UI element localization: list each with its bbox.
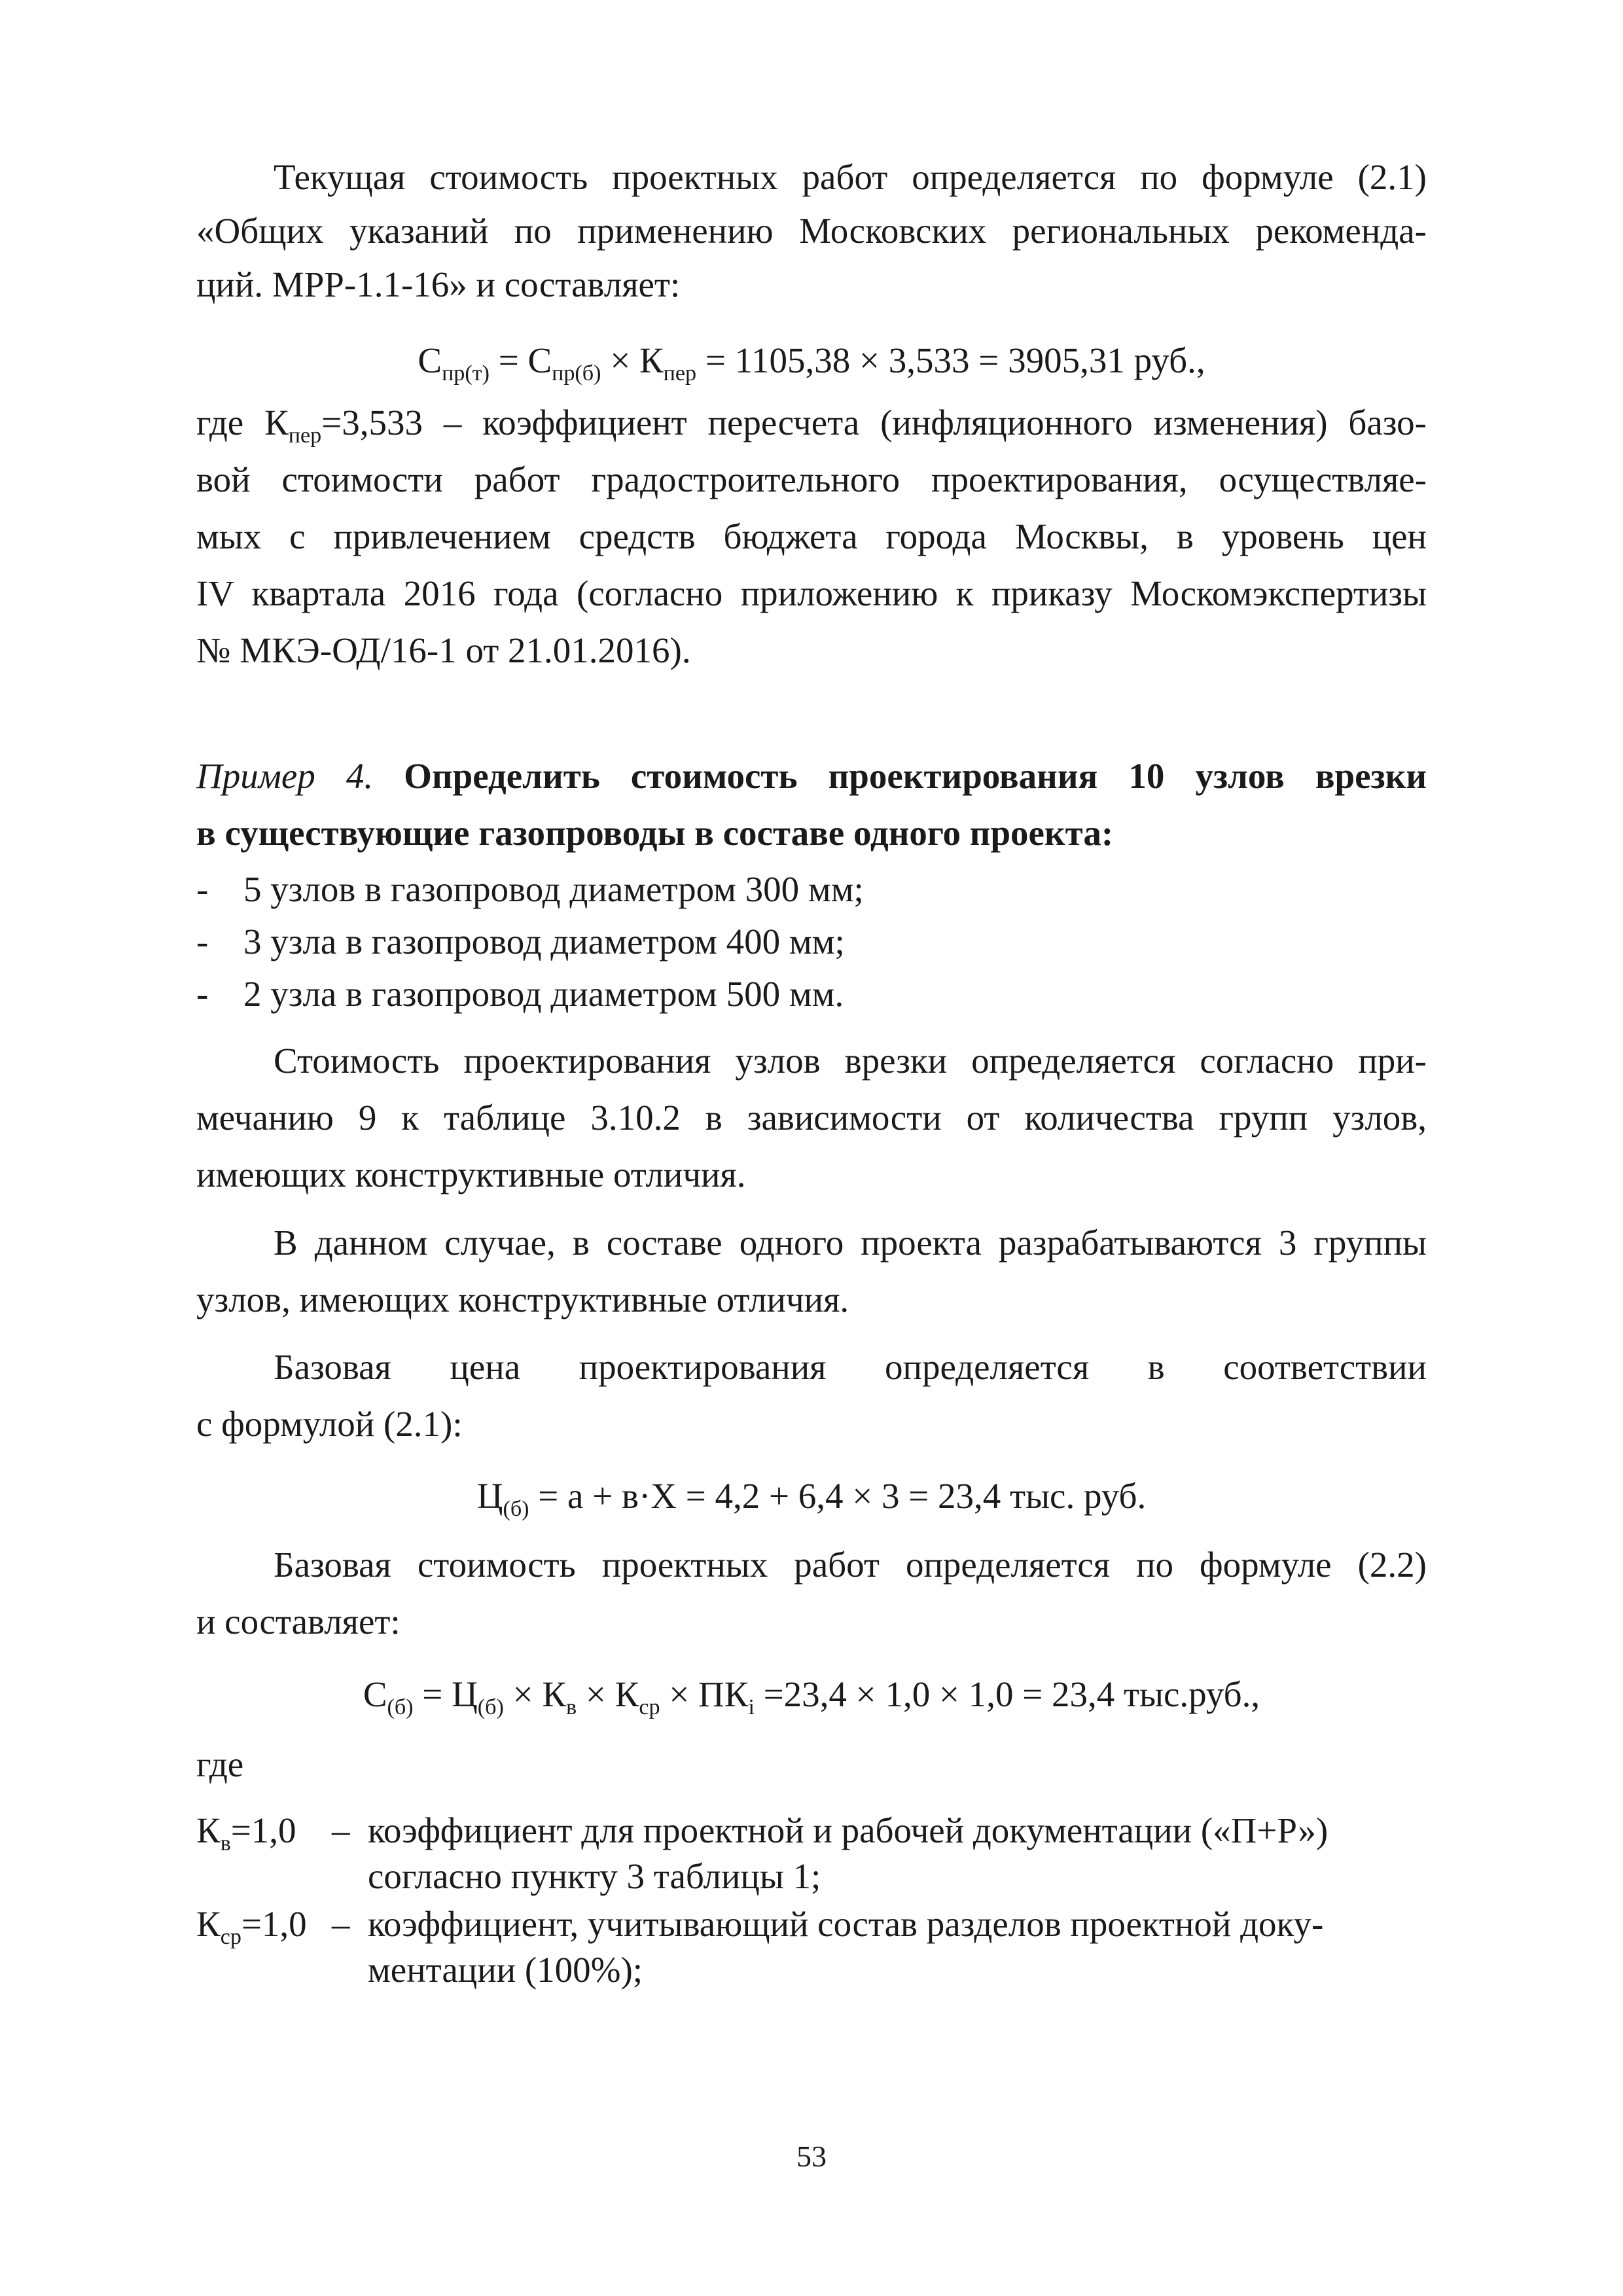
list-item	[196, 967, 1427, 1021]
paragraph-3-line-2: мечанию 9 к таблице 3.10.2 в зависимости от количества групп узлов,	[196, 1098, 1427, 1138]
definition-text	[368, 1808, 1427, 1899]
list-item-text: 3 узла в газопровод диаметром 400 мм;	[243, 922, 845, 961]
definition-value: =1,0	[230, 1810, 296, 1850]
paragraph-2-text: где К	[196, 403, 289, 442]
example-title: Определить стоимость проектирования 10 узлов врезки	[404, 756, 1427, 796]
list-dash: -	[196, 869, 209, 909]
definition-subscript: ср	[220, 1924, 241, 1949]
definition-text-line-2: ментации (100%);	[368, 1950, 643, 1990]
formula-3-result: =23,4 × 1,0 × 1,0 = 23,4 тыс.руб.,	[754, 1674, 1260, 1714]
formula-3-symbol: × К	[577, 1674, 639, 1714]
formula-1-subscript: пер	[663, 361, 697, 386]
list-item	[196, 863, 1427, 916]
paragraph-6-line-1: Базовая стоимость проектных работ определяется по формуле (2.2)	[274, 1545, 1427, 1585]
formula-3-symbol: С	[363, 1674, 387, 1714]
formula-base-price	[196, 1469, 1427, 1523]
example-label: Пример 4.	[196, 756, 374, 796]
formula-1-symbol: = С	[489, 340, 552, 380]
list-item	[196, 915, 1427, 969]
formula-1-symbol: × К	[601, 340, 664, 380]
formula-current-cost	[196, 334, 1427, 387]
example-heading-line-1	[196, 749, 1427, 803]
formula-3-symbol: × ПК	[660, 1674, 749, 1714]
paragraph-3-line-1: Стоимость проектирования узлов врезки определяется согласно при-	[274, 1041, 1427, 1081]
paragraph-5-line-2: с формулой (2.1):	[196, 1404, 463, 1444]
formula-3-symbol: = Ц	[413, 1674, 478, 1714]
paragraph-1-line-1: Текущая стоимость проектных работ определяется по формуле (2.1)	[274, 157, 1427, 197]
where-label: где	[196, 1744, 244, 1784]
definition-text-line-1: коэффициент, учитывающий состав разделов проектной доку-	[368, 1904, 1324, 1944]
definition-text	[368, 1901, 1427, 1993]
definition-term	[196, 1808, 296, 1854]
example-heading-line-2: в существующие газопроводы в составе одного проекта:	[196, 813, 1114, 853]
definition-separator: –	[332, 1904, 350, 1944]
list-dash: -	[196, 974, 209, 1014]
paragraph-2-line-4: IV квартала 2016 года (согласно приложению к приказу Москомэкспертизы	[196, 573, 1427, 613]
formula-2-symbol: Ц	[476, 1476, 503, 1516]
paragraph-3-line-3: имеющих конструктивные отличия.	[196, 1155, 746, 1194]
list-item-text: 5 узлов в газопровод диаметром 300 мм;	[243, 869, 864, 909]
definition-text-line-1: коэффициент для проектной и рабочей документации («П+Р»)	[368, 1810, 1329, 1850]
paragraph-1-line-2: «Общих указаний по применению Московских региональных рекоменда-	[196, 211, 1427, 251]
list-dash: -	[196, 922, 209, 961]
paragraph-2-line-2: вой стоимости работ градостроительного проектирования, осуществляе-	[196, 459, 1427, 499]
definition-symbol: К	[196, 1904, 221, 1944]
formula-1-subscript: пр(б)	[552, 361, 601, 386]
paragraph-4-line-2: узлов, имеющих конструктивные отличия.	[196, 1280, 849, 1319]
formula-3-subscript: ср	[639, 1695, 660, 1719]
paragraph-5-line-1: Базовая цена проектирования определяется в соответствии	[274, 1347, 1427, 1387]
formula-1-subscript: пр(т)	[442, 361, 490, 386]
formula-3-subscript: (б)	[477, 1695, 504, 1719]
definition-row	[196, 1808, 1427, 1906]
definition-term	[196, 1901, 307, 1947]
definition-text-line-2: согласно пункту 3 таблицы 1;	[368, 1856, 821, 1896]
definition-symbol: К	[196, 1810, 221, 1850]
page-number: 53	[796, 2140, 827, 2173]
paragraph-2-text: =3,533 – коэффициент пересчета (инфляционного изменения) базо-	[321, 403, 1427, 442]
formula-3-subscript: в	[566, 1695, 577, 1719]
definition-subscript: в	[220, 1831, 231, 1856]
paragraph-1-line-3: ций. МРР-1.1-16» и составляет:	[196, 264, 681, 304]
formula-3-symbol: × К	[503, 1674, 567, 1714]
definition-value: =1,0	[241, 1904, 307, 1944]
definition-row	[196, 1901, 1427, 2000]
paragraph-2-line-3: мых с привлечением средств бюджета города Москвы, в уровень цен	[196, 516, 1427, 556]
formula-2-subscript: (б)	[503, 1496, 529, 1521]
paragraph-2-line-1	[196, 396, 1427, 450]
formula-1-result: = 1105,38 × 3,533 = 3905,31 руб.,	[696, 340, 1205, 380]
paragraph-2-subscript: пер	[288, 423, 322, 448]
definition-separator: –	[332, 1810, 350, 1850]
paragraph-6-line-2: и составляет:	[196, 1602, 401, 1641]
paragraph-4-line-1: В данном случае, в составе одного проекта разрабатываются 3 группы	[274, 1223, 1427, 1263]
formula-3-subscript: i	[748, 1695, 755, 1719]
formula-base-cost	[196, 1668, 1427, 1721]
formula-3-subscript: (б)	[387, 1695, 414, 1719]
formula-1-symbol: С	[418, 340, 442, 380]
paragraph-2-line-5: № МКЭ-ОД/16-1 от 21.01.2016).	[196, 630, 691, 670]
formula-2-result: = а + в·Х = 4,2 + 6,4 × 3 = 23,4 тыс. руб.	[529, 1476, 1147, 1516]
list-item-text: 2 узла в газопровод диаметром 500 мм.	[243, 974, 844, 1014]
